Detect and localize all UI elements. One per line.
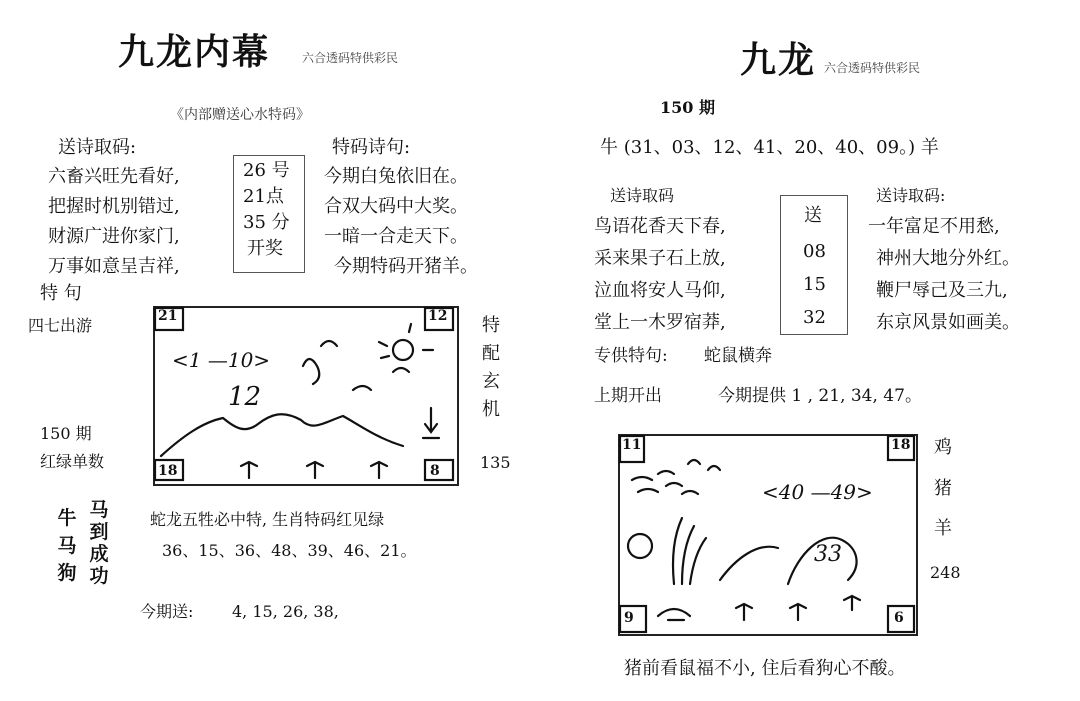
left-issue: 150 期	[40, 424, 92, 443]
left-time-1: 26 号	[243, 160, 290, 181]
left-corner-bl: 18	[158, 463, 178, 479]
left-range-text: <1 —10>	[172, 348, 271, 372]
left-inner-note: 《内部赠送心水特码》	[170, 107, 310, 123]
right-box-4: 32	[803, 307, 826, 328]
right-last-label: 上期开出	[594, 386, 662, 406]
left-corner-tr: 12	[428, 308, 448, 324]
right-poem-a-3: 泣血将安人马仰,	[594, 280, 726, 301]
left-send-label: 今期送:	[140, 602, 194, 621]
right-poem-b-3: 鞭尸辱己及三九,	[876, 280, 1008, 301]
right-corner-bl: 9	[624, 610, 634, 626]
right-side-number: 248	[930, 563, 961, 582]
left-corner-br: 8	[430, 463, 440, 479]
left-line1: 蛇龙五牲必中特, 生肖特码红见绿	[150, 510, 385, 529]
left-zodiac-b-3: 成	[89, 542, 109, 565]
left-tejv: 特 句	[40, 283, 82, 304]
left-sketch	[153, 306, 459, 486]
left-side-char-2: 配	[482, 342, 500, 364]
left-poem-b-2: 合双大码中大奖。	[324, 196, 468, 217]
right-poem-head-a: 送诗取码	[610, 186, 675, 205]
right-poem-a-2: 采来果子石上放,	[594, 248, 726, 269]
left-side-vertical	[480, 312, 502, 424]
left-side-number: 135	[480, 453, 511, 472]
left-poem-a-3: 财源广进你家门,	[48, 226, 180, 247]
left-side-char-1: 特	[482, 315, 500, 336]
left-zodiac-b-2: 到	[89, 520, 109, 543]
left-zodiac-a-1: 牛	[57, 507, 77, 529]
left-zodiac-col-a	[56, 505, 78, 588]
right-corner-br: 6	[894, 610, 904, 626]
right-side-char-2: 猪	[934, 477, 952, 499]
left-poem-a-1: 六畜兴旺先看好,	[48, 166, 180, 187]
right-niu-line: 牛 (31、03、12、41、20、40、09。) 羊	[600, 137, 939, 158]
right-corner-tr: 18	[891, 437, 911, 453]
right-special-value: 蛇鼠横奔	[704, 346, 772, 366]
right-title: 九龙	[740, 39, 817, 81]
left-side-char-4: 机	[482, 398, 500, 420]
right-box-3: 15	[803, 274, 826, 295]
right-side-vertical	[932, 428, 954, 550]
right-corner-tl: 11	[622, 437, 642, 453]
left-line2: 36、15、36、48、39、46、21。	[162, 541, 417, 560]
left-zodiac-b-4: 功	[89, 564, 109, 587]
left-poem-a-4: 万事如意呈吉祥,	[48, 256, 180, 277]
left-title: 九龙内幕	[118, 31, 271, 73]
left-zodiac-b-1: 马	[89, 499, 109, 521]
right-sketch	[618, 434, 918, 636]
left-poem-head-a: 送诗取码:	[58, 137, 137, 158]
right-sketch-number: 33	[814, 542, 842, 567]
left-poem-b-3: 一暗一合走天下。	[324, 226, 468, 247]
right-special-label: 专供特句:	[594, 346, 668, 366]
right-poem-a-4: 堂上一木罗宿莽,	[594, 312, 726, 333]
left-corner-tl: 21	[158, 308, 178, 324]
left-poem-head-b: 特码诗句:	[332, 137, 411, 158]
left-time-3: 35 分	[243, 212, 290, 233]
left-poem-b-4: 今期特码开猪羊。	[334, 256, 478, 277]
right-provide: 今期提供 1 , 21, 34, 47。	[718, 386, 922, 406]
left-poem-b-1: 今期白兔依旧在。	[324, 166, 468, 187]
left-tejv-text: 四七出游	[28, 316, 93, 335]
right-box-1: 送	[804, 205, 822, 226]
left-side-char-3: 玄	[482, 370, 500, 392]
right-range-text: <40 —49>	[762, 480, 873, 504]
left-sketch-number: 12	[228, 382, 262, 412]
right-bottom-line: 猪前看鼠福不小, 住后看狗心不酸。	[624, 658, 906, 679]
left-time-4: 开奖	[247, 238, 283, 259]
right-poem-b-1: 一年富足不用愁,	[868, 216, 1000, 237]
left-poem-a-2: 把握时机别错过,	[48, 196, 180, 217]
right-side-char-3: 羊	[934, 518, 952, 539]
right-poem-head-b: 送诗取码:	[876, 186, 946, 205]
left-zodiac-col-b	[88, 500, 110, 587]
left-subtitle: 六合透码特供彩民	[302, 51, 399, 65]
right-box-2: 08	[803, 241, 826, 262]
left-zodiac-a-2: 马	[57, 534, 77, 557]
left-send-values: 4, 15, 26, 38,	[232, 602, 339, 621]
right-poem-b-2: 神州大地分外红。	[876, 248, 1020, 269]
right-poem-a-1: 鸟语花香天下春,	[594, 216, 726, 237]
left-zodiac-a-3: 狗	[57, 562, 77, 585]
right-poem-b-4: 东京风景如画美。	[876, 312, 1020, 333]
left-issue-desc: 红绿单数	[40, 452, 105, 471]
right-subtitle: 六合透码特供彩民	[824, 61, 921, 75]
right-issue: 150 期	[660, 98, 715, 117]
left-time-2: 21点	[243, 186, 284, 207]
right-side-char-1: 鸡	[934, 437, 952, 458]
